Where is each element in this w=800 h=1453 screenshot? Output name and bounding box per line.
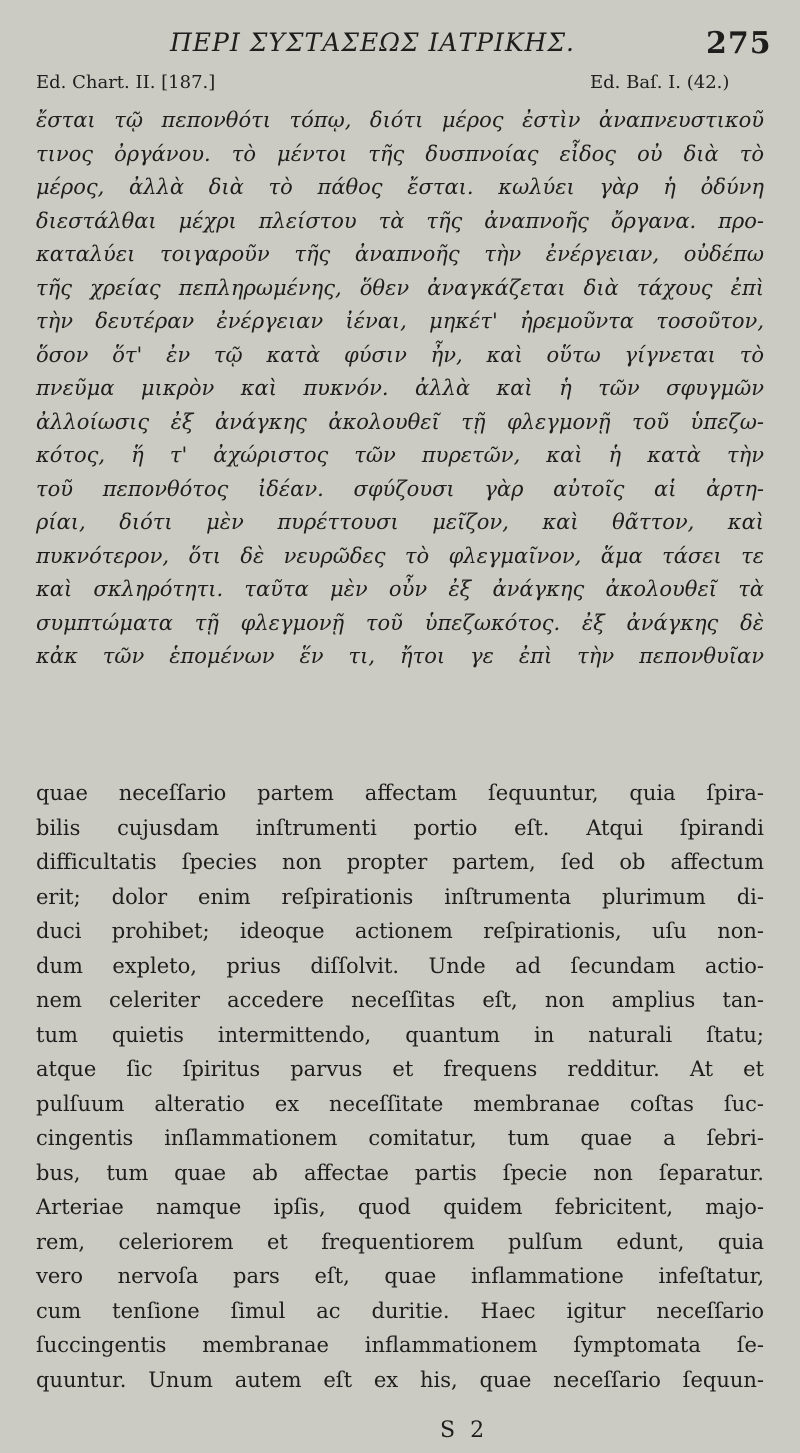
greek-text-line: καταλύει τοιγαροῦν τῆς ἀναπνοῆς τὴν ἐνέργειαν, οὐδέπω [36,242,764,266]
latin-text-line: bus, tum quae ab affectae partis ſpecie non ſeparatur. [36,1160,764,1185]
latin-text-line: quae neceſſario partem affectam ſequuntur, quia ſpira- [36,781,764,805]
greek-text-block [36,104,764,674]
greek-text-line: πυκνότερον, ὅτι δὲ νευρῶδες τὸ φλεγμαῖνον, ἅμα τάσει τε [36,543,764,568]
latin-text-line: tum quietis intermittendo, quantum in naturali ſtatu; [36,1022,764,1047]
latin-text-line: nem celeriter accedere neceſſitas eſt, non amplius tan- [36,988,764,1012]
greek-text-line: πνεῦμα μικρὸν καὶ πυκνόν. ἀλλὰ καὶ ἡ τῶν σφυγμῶν [36,376,764,400]
signature-mark: S 2 [440,1418,489,1443]
greek-text-line: ρίαι, διότι μὲν πυρέττουσι μεῖζον, καὶ θᾶττον, καὶ [36,510,764,534]
greek-text-line: κότος, ἥ τ' ἀχώριστος τῶν πυρετῶν, καὶ ἡ κατὰ τὴν [36,443,764,467]
latin-text-line: Arteriae namque ipſis, quod quidem febricitent, majo- [36,1195,764,1219]
latin-text-line: rem, celeriorem et frequentiorem pulſum edunt, quia [36,1229,764,1254]
latin-text-line: cingentis inſlammationem comitatur, tum quae a ſebri- [36,1126,764,1150]
latin-text-line: erit; dolor enim reſpirationis inſtrumenta plurimum di- [36,884,764,909]
latin-text-block [36,776,764,1397]
greek-text-line: ἀλλοίωσις ἐξ ἀνάγκης ἀκολουθεῖ τῇ φλεγμονῇ τοῦ ὑπεζω- [36,409,764,434]
latin-text-line: quuntur. Unum autem eſt ex his, quae neceſſario ſequun- [36,1367,764,1392]
latin-text-line: atque ſic ſpiritus parvus et frequens redditur. At et [36,1057,764,1081]
edition-reference-right: Ed. Baſ. I. (42.) [590,72,730,93]
latin-text-line: pulſuum alteratio ex neceſſitate membranae coſtas ſuc- [36,1091,764,1116]
edition-reference-left: Ed. Chart. II. [187.] [36,72,216,93]
latin-text-line: ſuccingentis membranae inflammationem ſymptomata ſe- [36,1333,764,1357]
greek-text-line: ἔσται τῷ πεπονθότι τόπῳ, διότι μέρος ἐστὶν ἀναπνευστικοῦ [36,108,764,132]
latin-text-line: dum expleto, prius diſſolvit. Unde ad ſecundam actio- [36,953,764,978]
greek-text-line: τὴν δευτέραν ἐνέργειαν ἰέναι, μηκέτ' ἠρεμοῦντα τοσοῦτον, [36,309,764,333]
greek-text-line: τῆς χρείας πεπληρωμένης, ὅθεν ἀναγκάζεται διὰ τάχους ἐπὶ [36,275,764,300]
page-number: 275 [706,26,772,61]
latin-text-line: vero nervoſa pars eſt, quae inflammatione infeſtatur, [36,1264,764,1288]
greek-text-line: τοῦ πεπονθότος ἰδέαν. σφύζουσι γὰρ αὐτοῖς αἱ ἀρτη- [36,476,764,501]
latin-text-line: bilis cujusdam inſtrumenti portio eſt. Atqui ſpirandi [36,815,764,840]
greek-text-line: κἀκ τῶν ἑπομένων ἕν τι, ἤτοι γε ἐπὶ τὴν πεπονθυῖαν [36,644,764,668]
greek-text-line: μέρος, ἀλλὰ διὰ τὸ πάθος ἔσται. κωλύει γὰρ ἡ ὀδύνη [36,175,764,199]
latin-text-line: duci prohibet; ideoque actionem reſpirationis, uſu non- [36,919,764,943]
greek-text-line: ὅσον ὅτ' ἐν τῷ κατὰ φύσιν ἦν, καὶ οὕτω γίγνεται τὸ [36,342,764,367]
greek-text-line: διεστάλθαι μέχρι πλείστου τὰ τῆς ἀναπνοῆς ὄργανα. προ- [36,208,764,233]
running-title: ΠΕΡΙ ΣΥΣΤΑΣΕΩΣ ΙΑΤΡΙΚΗΣ. [170,28,575,57]
greek-text-line: συμπτώματα τῇ φλεγμονῇ τοῦ ὑπεζωκότος. ἐξ ἀνάγκης δὲ [36,610,764,635]
greek-text-line: καὶ σκληρότητι. ταῦτα μὲν οὖν ἐξ ἀνάγκης ἀκολουθεῖ τὰ [36,577,764,601]
latin-text-line: difficultatis ſpecies non propter partem, ſed ob affectum [36,850,764,874]
latin-text-line: cum tenſione ſimul ac duritie. Haec igitur neceſſario [36,1298,764,1323]
greek-text-line: τινος ὀργάνου. τὸ μέντοι τῆς δυσπνοίας εἶδος οὐ διὰ τὸ [36,141,764,166]
